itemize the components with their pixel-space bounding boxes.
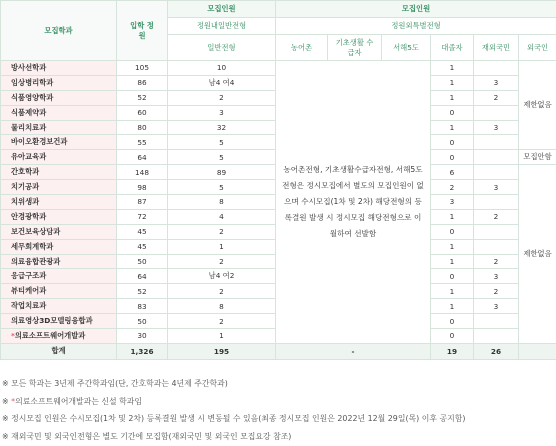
graduate-cell: 0	[431, 135, 474, 150]
graduate-cell: 2	[431, 180, 474, 195]
header-basic-living: 기초생활 수급자	[328, 35, 382, 61]
total-label: 합계	[1, 343, 117, 359]
total-enroll: 1,326	[117, 343, 168, 359]
general-cell: 5	[168, 150, 276, 165]
general-cell: 1	[168, 329, 276, 344]
enroll-cell: 148	[117, 165, 168, 180]
graduate-cell: 3	[431, 195, 474, 210]
enroll-cell: 52	[117, 284, 168, 299]
special-admission-note: 농어촌전형, 기초생활수급자전형, 서해5도전형은 정시모집에서 별도의 모집인원이 없으며 수시모집(1차 및 2차) 해당전형의 등록결원 발생 시 정시모집 해당전형으로 이월하여 선발함	[276, 61, 431, 344]
dept-cell: 유아교육과	[1, 150, 117, 165]
header-general: 일반전형	[168, 35, 276, 61]
general-cell: 8	[168, 195, 276, 210]
general-cell: 2	[168, 224, 276, 239]
foreigner-cell: 모집안함	[519, 150, 556, 165]
new-dept-marker: *	[11, 330, 15, 340]
overseas-cell	[474, 135, 519, 150]
dept-cell: 응급구조과	[1, 269, 117, 284]
dept-cell: 치기공과	[1, 180, 117, 195]
dept-cell: 의료융합관광과	[1, 254, 117, 269]
general-cell: 4	[168, 209, 276, 224]
enroll-cell: 52	[117, 90, 168, 105]
total-general: 195	[168, 343, 276, 359]
general-cell: 2	[168, 90, 276, 105]
overseas-cell	[474, 105, 519, 120]
general-cell: 8	[168, 299, 276, 314]
header-rural: 농어촌	[276, 35, 328, 61]
overseas-cell: 3	[474, 269, 519, 284]
general-cell: 2	[168, 314, 276, 329]
enroll-cell: 64	[117, 150, 168, 165]
foreigner-cell: 제한없음	[519, 61, 556, 150]
graduate-cell: 0	[431, 224, 474, 239]
graduate-cell: 6	[431, 165, 474, 180]
header-overseas: 재외국민	[474, 35, 519, 61]
general-cell: 2	[168, 284, 276, 299]
header-out-sub: 정원외특별전형	[276, 18, 556, 35]
enroll-cell: 55	[117, 135, 168, 150]
overseas-cell: 3	[474, 299, 519, 314]
dept-cell: 치위생과	[1, 195, 117, 210]
graduate-cell: 0	[431, 269, 474, 284]
enroll-cell: 50	[117, 314, 168, 329]
total-graduate: 19	[431, 343, 474, 359]
general-cell: 5	[168, 180, 276, 195]
header-dept: 모집학과	[1, 1, 117, 61]
enroll-cell: 45	[117, 239, 168, 254]
dept-cell: 물리치료과	[1, 120, 117, 135]
total-special: -	[276, 343, 431, 359]
enroll-cell: 105	[117, 61, 168, 76]
dept-cell: 의료영상3D모델링융합과	[1, 314, 117, 329]
enroll-cell: 30	[117, 329, 168, 344]
footnote: ※ 모든 학과는 3년제 주간학과임(단, 간호학과는 4년제 주간학과)	[2, 379, 228, 388]
graduate-cell: 1	[431, 284, 474, 299]
graduate-cell: 1	[431, 120, 474, 135]
graduate-cell: 0	[431, 105, 474, 120]
dept-cell: 바이오환경보건과	[1, 135, 117, 150]
dept-cell: 안경광학과	[1, 209, 117, 224]
dept-cell: 세무회계학과	[1, 239, 117, 254]
dept-cell: 임상병리학과	[1, 75, 117, 90]
overseas-cell: 3	[474, 180, 519, 195]
new-dept-marker: *	[11, 396, 16, 406]
header-foreigner: 외국인	[519, 35, 556, 61]
overseas-cell: 3	[474, 75, 519, 90]
graduate-cell: 1	[431, 239, 474, 254]
header-group-in: 모집인원	[168, 1, 276, 18]
enroll-cell: 80	[117, 120, 168, 135]
header-graduate: 대졸자	[431, 35, 474, 61]
footnote: ※ *의료소프트웨어개발과는 신설 학과임	[2, 396, 143, 406]
enroll-cell: 87	[117, 195, 168, 210]
header-group-out: 모집인원	[276, 1, 556, 18]
graduate-cell: 0	[431, 150, 474, 165]
enroll-cell: 72	[117, 209, 168, 224]
enroll-cell: 83	[117, 299, 168, 314]
overseas-cell: 2	[474, 90, 519, 105]
header-in-sub: 정원내일반전형	[168, 18, 276, 35]
dept-cell: 방사선학과	[1, 61, 117, 76]
overseas-cell: 2	[474, 209, 519, 224]
general-cell: 32	[168, 120, 276, 135]
graduate-cell: 0	[431, 314, 474, 329]
dept-label: 의료소프트웨어개발과	[14, 330, 86, 340]
graduate-cell: 1	[431, 61, 474, 76]
footnote: ※ 재외국민 및 외국인전형은 별도 기간에 모집함(재외국민 및 외국인 모집요강 참조)	[2, 431, 292, 441]
enroll-cell: 50	[117, 254, 168, 269]
dept-cell: 보건보육상담과	[1, 224, 117, 239]
total-foreigner	[519, 343, 556, 359]
general-cell: 5	[168, 135, 276, 150]
dept-cell: 간호학과	[1, 165, 117, 180]
foreigner-cell: 제한없음	[519, 165, 556, 344]
overseas-cell: 2	[474, 284, 519, 299]
dept-cell	[1, 329, 117, 344]
enroll-cell: 45	[117, 224, 168, 239]
total-overseas: 26	[474, 343, 519, 359]
header-enroll: 입학 정원	[117, 1, 168, 61]
overseas-cell	[474, 195, 519, 210]
overseas-cell	[474, 329, 519, 344]
overseas-cell	[474, 150, 519, 165]
header-west-sea: 서해5도	[382, 35, 431, 61]
overseas-cell: 3	[474, 120, 519, 135]
overseas-cell	[474, 314, 519, 329]
graduate-cell: 1	[431, 75, 474, 90]
general-cell: 남4 여4	[168, 75, 276, 90]
general-cell: 3	[168, 105, 276, 120]
graduate-cell: 1	[431, 299, 474, 314]
general-cell: 2	[168, 254, 276, 269]
enroll-cell: 60	[117, 105, 168, 120]
general-cell: 89	[168, 165, 276, 180]
overseas-cell	[474, 224, 519, 239]
graduate-cell: 1	[431, 254, 474, 269]
enroll-cell: 86	[117, 75, 168, 90]
graduate-cell: 1	[431, 209, 474, 224]
overseas-cell	[474, 165, 519, 180]
graduate-cell: 1	[431, 90, 474, 105]
dept-cell: 식품제약과	[1, 105, 117, 120]
general-cell: 남4 여2	[168, 269, 276, 284]
overseas-cell	[474, 239, 519, 254]
general-cell: 10	[168, 61, 276, 76]
footnotes	[2, 375, 465, 445]
overseas-cell: 2	[474, 254, 519, 269]
enroll-cell: 64	[117, 269, 168, 284]
dept-cell: 작업치료과	[1, 299, 117, 314]
dept-cell: 식품영양학과	[1, 90, 117, 105]
overseas-cell	[474, 61, 519, 76]
general-cell: 1	[168, 239, 276, 254]
graduate-cell: 0	[431, 329, 474, 344]
footnote: ※ 정시모집 인원은 수시모집(1차 및 2차) 등록결원 발생 시 변동될 수 있음(최종 정시모집 인원은 2022년 12월 29일(목) 이후 공지함)	[2, 414, 466, 423]
enroll-cell: 98	[117, 180, 168, 195]
dept-cell: 뷰티케어과	[1, 284, 117, 299]
